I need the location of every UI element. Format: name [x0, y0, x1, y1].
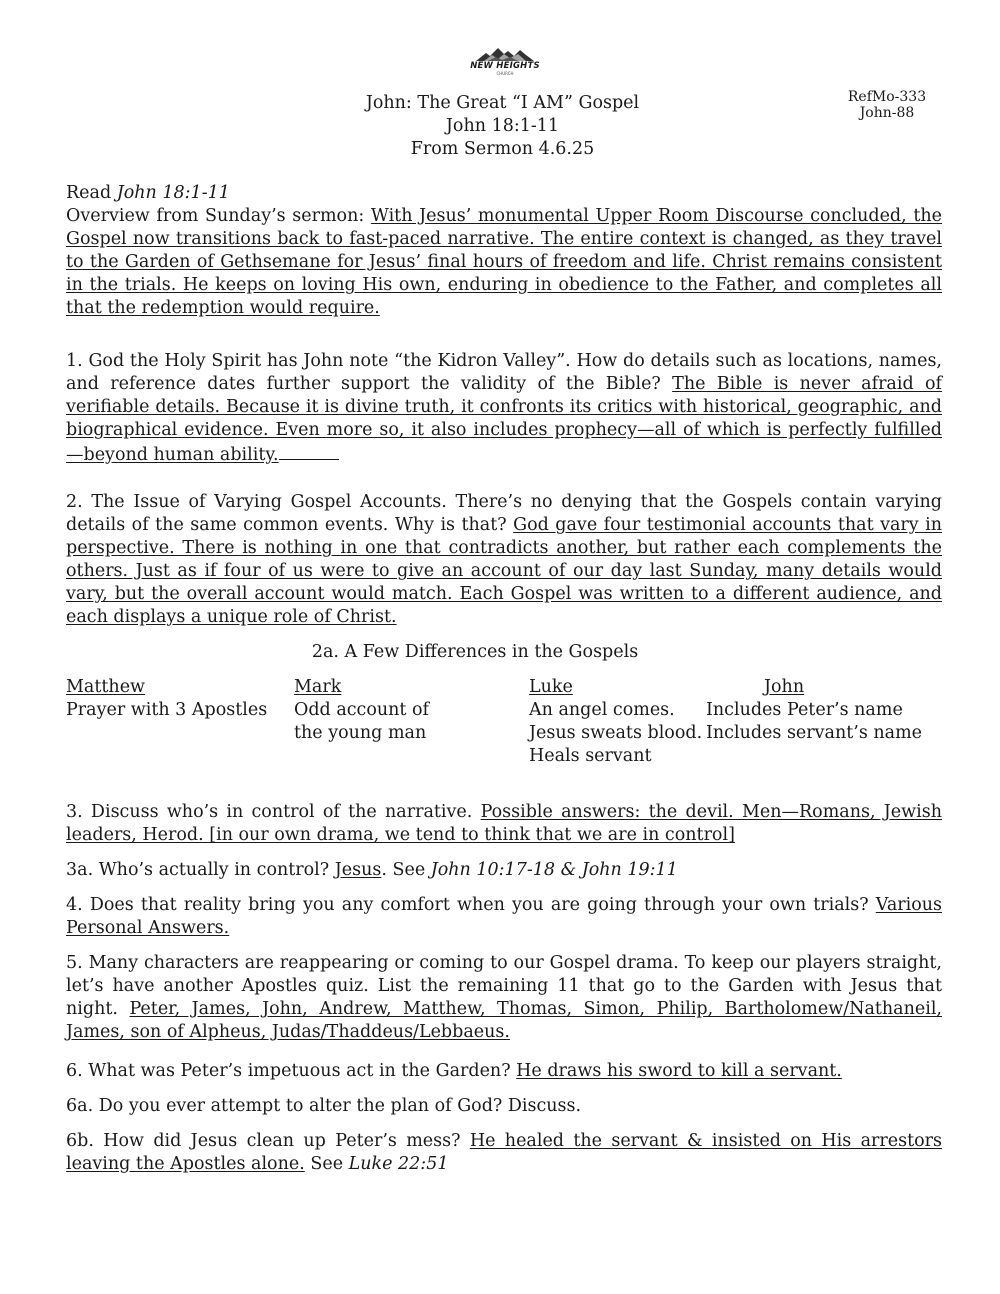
question-3 — [66, 801, 942, 847]
gospel-column-mark — [294, 676, 429, 745]
question-6-answer: He draws his sword to kill a servant. — [516, 1061, 842, 1081]
reference-ampersand: & — [555, 860, 582, 880]
column-line: Jesus sweats blood. — [529, 723, 703, 743]
question-6 — [66, 1060, 942, 1083]
read-passage: John 18:1-11 — [116, 183, 230, 203]
column-head: Mark — [294, 677, 342, 697]
passage-reference: John 18:1-11 — [445, 116, 560, 136]
question-6a: 6a. Do you ever attempt to alter the plan of God? Discuss. — [66, 1096, 582, 1116]
reference-codes — [828, 89, 946, 121]
question-5-text: 5. Many characters are reappearing or coming to our Gospel drama. To keep our players straight, let’s have another Apostles quiz. List the remaining 11 that go to the Garden with Jesus that night. — [66, 953, 942, 1019]
question-4 — [66, 894, 942, 940]
gospel-differences-table — [66, 676, 942, 771]
gospel-column-luke — [529, 676, 702, 768]
column-head: Matthew — [66, 677, 146, 697]
page-header — [300, 92, 705, 161]
column-line: Odd account of — [294, 700, 430, 720]
question-3a-text: 3a. Who’s actually in control? — [66, 860, 335, 880]
question-2-answer: God gave four testimonial accounts that vary in perspective. There is nothing in one that contradicts another, but rather each complements the others. Just as if four of us were to give an account of our day last Sunday, many details would vary, but the overall account would match. Each Gospel was written to a different audience, and each displays a unique role of Christ. — [66, 515, 942, 627]
book-code: John-88 — [859, 105, 915, 121]
column-line: Includes Peter’s name — [706, 700, 903, 720]
logo-subtitle: CHURCH — [496, 71, 514, 76]
question-1-answer: The Bible is never afraid of verifiable details. Because it is divine truth, it confronts its critics with historical, geographic, and biographical evidence. Even more so, it also includes prophecy—all of which is perfectly fulfilled—beyond human ability. — [66, 374, 942, 465]
question-3-text: 3. Discuss who’s in control of the narrative. — [66, 802, 481, 822]
reference-code: RefMo-333 — [847, 89, 927, 105]
overview-answer: With Jesus’ monumental Upper Room Discourse concluded, the Gospel now transitions back to fast-paced narrative. The entire context is changed, as they travel to the Garden of Gethsemane for Jesus’ final hours of freedom and life. Christ remains consistent in the trials. He keeps on loving His own, enduring in obedience to the Father, and completes all that the redemption would require. — [66, 206, 942, 318]
column-line: Includes servant’s name — [706, 723, 923, 743]
question-4-answer: Various Personal Answers. — [66, 895, 942, 938]
page-title: John: The Great “I AM” Gospel — [365, 93, 640, 113]
question-5 — [66, 952, 942, 1044]
document-body — [66, 182, 942, 1176]
scripture-reference: John 10:17-18 — [430, 860, 556, 880]
question-1-text: 1. God the Holy Spirit has John note “the Kidron Valley”. How do details such as locations, names, and reference dates further support the validity of the Bible? — [66, 351, 942, 394]
column-head: Luke — [529, 677, 573, 697]
question-5-answer: Peter, James, John, Andrew, Matthew, Thomas, Simon, Philip, Bartholomew/Nathaneil, James, son of Alpheus, Judas/Thaddeus/Lebbaeus. — [66, 999, 942, 1042]
question-1 — [66, 350, 942, 467]
scripture-reference: Luke 22:51 — [348, 1154, 449, 1174]
differences-title: 2a. A Few Differences in the Gospels — [311, 642, 639, 662]
question-3-answer: Possible answers: the devil. Men—Romans, Jewish leaders, Herod. [in our own drama, we tend to think that we are in control] — [66, 802, 942, 845]
overview-label: Overview from Sunday’s sermon: — [66, 206, 371, 226]
column-line: An angel comes. — [529, 700, 675, 720]
scripture-reference: John 19:11 — [581, 860, 678, 880]
question-3a-answer: Jesus — [334, 860, 382, 880]
column-line: the young man — [294, 723, 427, 743]
logo-name: NEW HEIGHTS — [470, 61, 540, 71]
column-line: Prayer with 3 Apostles — [66, 700, 268, 720]
question-6b-text: 6b. How did Jesus clean up Peter’s mess? — [66, 1131, 470, 1151]
question-2 — [66, 491, 942, 629]
column-line: Heals servant — [529, 746, 652, 766]
question-3a-see: . See — [381, 860, 431, 880]
overview-paragraph — [66, 205, 942, 320]
column-head: John — [764, 677, 805, 697]
question-4-text: 4. Does that reality bring you any comfort when you are going through your own trials? — [66, 895, 876, 915]
gospel-column-john — [706, 676, 922, 745]
question-6b — [66, 1130, 942, 1176]
question-6-text: 6. What was Peter’s impetuous act in the Garden? — [66, 1061, 517, 1081]
answer-blank-line — [279, 442, 339, 460]
question-6b-answer: He healed the servant & insisted on His arrestors leaving the Apostles alone. — [66, 1131, 943, 1174]
read-instruction — [66, 182, 942, 205]
church-logo — [470, 46, 540, 80]
gospel-column-matthew — [66, 676, 267, 722]
question-6b-see: See — [304, 1154, 349, 1174]
read-prefix: Read — [66, 183, 117, 203]
sermon-date: From Sermon 4.6.25 — [410, 139, 595, 159]
question-3a — [66, 859, 942, 882]
mountain-icon — [474, 46, 536, 62]
question-2-text: 2. The Issue of Varying Gospel Accounts. There’s no denying that the Gospels contain varying details of the same common events. Why is that? — [66, 492, 942, 535]
